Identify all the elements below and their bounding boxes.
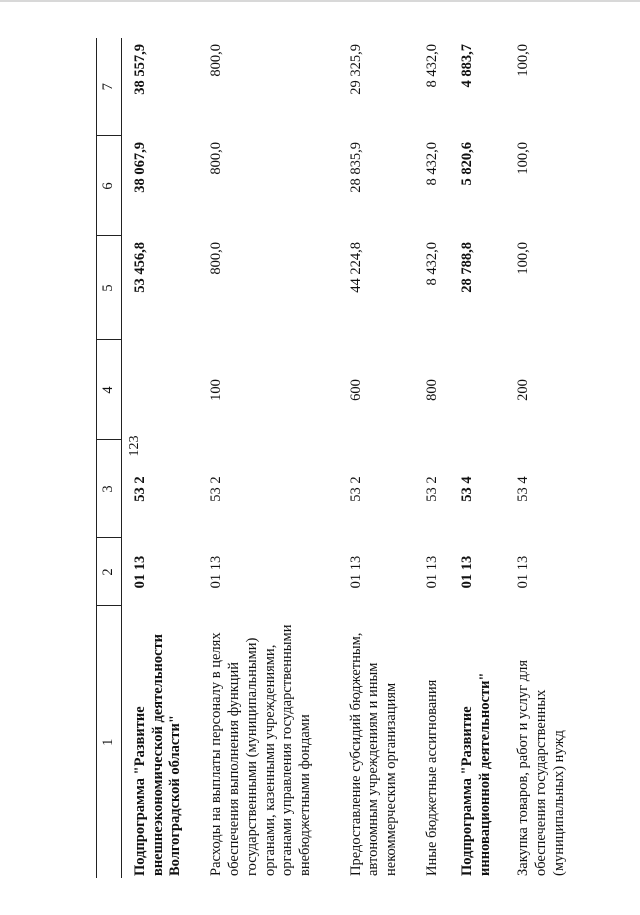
table-row [412,38,447,878]
program-code-cell: 53 2 [424,476,441,502]
row-name-cell: Закупка товаров, работ и услуг для обеспечения государственных (муниципальных) нужд [515,659,567,876]
amount-cell: 8 432,0 [424,44,441,88]
expense-type-cell: 100 [208,379,225,401]
page-number: 123 [127,435,142,457]
row-name-cell: Иные бюджетные ассигнования [424,679,441,876]
scan-edge [0,0,640,2]
amount-cell: 5 820,6 [459,142,476,186]
amount-cell: 800,0 [208,242,225,275]
budget-table [96,38,580,878]
amount-cell: 38 557,9 [132,44,148,95]
column-header: 1 [97,606,122,878]
amount-cell: 8 432,0 [424,242,441,286]
table-row [447,38,503,878]
program-code-cell: 53 4 [459,476,476,502]
expense-type-cell [122,340,197,440]
expense-type-cell: 200 [515,379,532,401]
column-header: 3 [97,440,122,538]
column-header: 5 [97,236,122,340]
section-code-cell: 01 13 [459,555,476,589]
amount-cell: 28 788,8 [459,242,476,293]
table-row [336,38,413,878]
section-code-cell: 01 13 [347,555,364,589]
header-row [97,38,122,878]
amount-cell: 800,0 [208,44,225,77]
row-name-cell: Подпрограмма "Развитие инновационной деятельности" [459,672,494,876]
program-code-cell: 53 2 [208,476,225,502]
amount-cell: 38 067,9 [132,142,148,193]
amount-cell: 29 325,9 [347,44,364,95]
section-code-cell: 01 13 [132,555,148,589]
program-code-cell: 53 4 [515,476,532,502]
program-code-cell: 53 2 [132,476,148,502]
amount-cell: 100,0 [515,44,532,77]
section-code-cell: 01 13 [208,555,225,589]
amount-cell: 53 456,8 [132,242,148,293]
row-name-cell: Подпрограмма "Развитие внешнеэкономической деятельности Волгоградской области" [132,633,184,876]
row-name-cell: Предоставление субсидий бюджетным, автономным учреждениям и иным некоммерческим организациям [347,632,400,876]
section-code-cell: 01 13 [515,555,532,589]
program-code-cell: 53 2 [347,476,364,502]
amount-cell: 44 224,8 [347,242,364,293]
column-header: 4 [97,340,122,440]
amount-cell: 28 835,9 [347,142,364,193]
expense-type-cell [447,340,503,440]
amount-cell: 100,0 [515,142,532,175]
column-header: 2 [97,538,122,606]
column-header: 7 [97,38,122,136]
amount-cell: 100,0 [515,242,532,275]
amount-cell: 4 883,7 [459,44,476,88]
table-row [196,38,335,878]
row-name-cell: Расходы на выплаты персоналу в целях обеспечения выполнения функций государственными (муниципальными) органами, казенными учреждениями, органами управления государственными внебюджетными фондами [208,624,313,876]
expense-type-cell: 600 [347,379,364,401]
section-code-cell: 01 13 [424,555,441,589]
amount-cell: 800,0 [208,142,225,175]
table-row [503,38,580,878]
column-header: 6 [97,136,122,236]
amount-cell: 8 432,0 [424,142,441,186]
table-row [122,38,197,878]
expense-type-cell: 800 [424,379,441,401]
